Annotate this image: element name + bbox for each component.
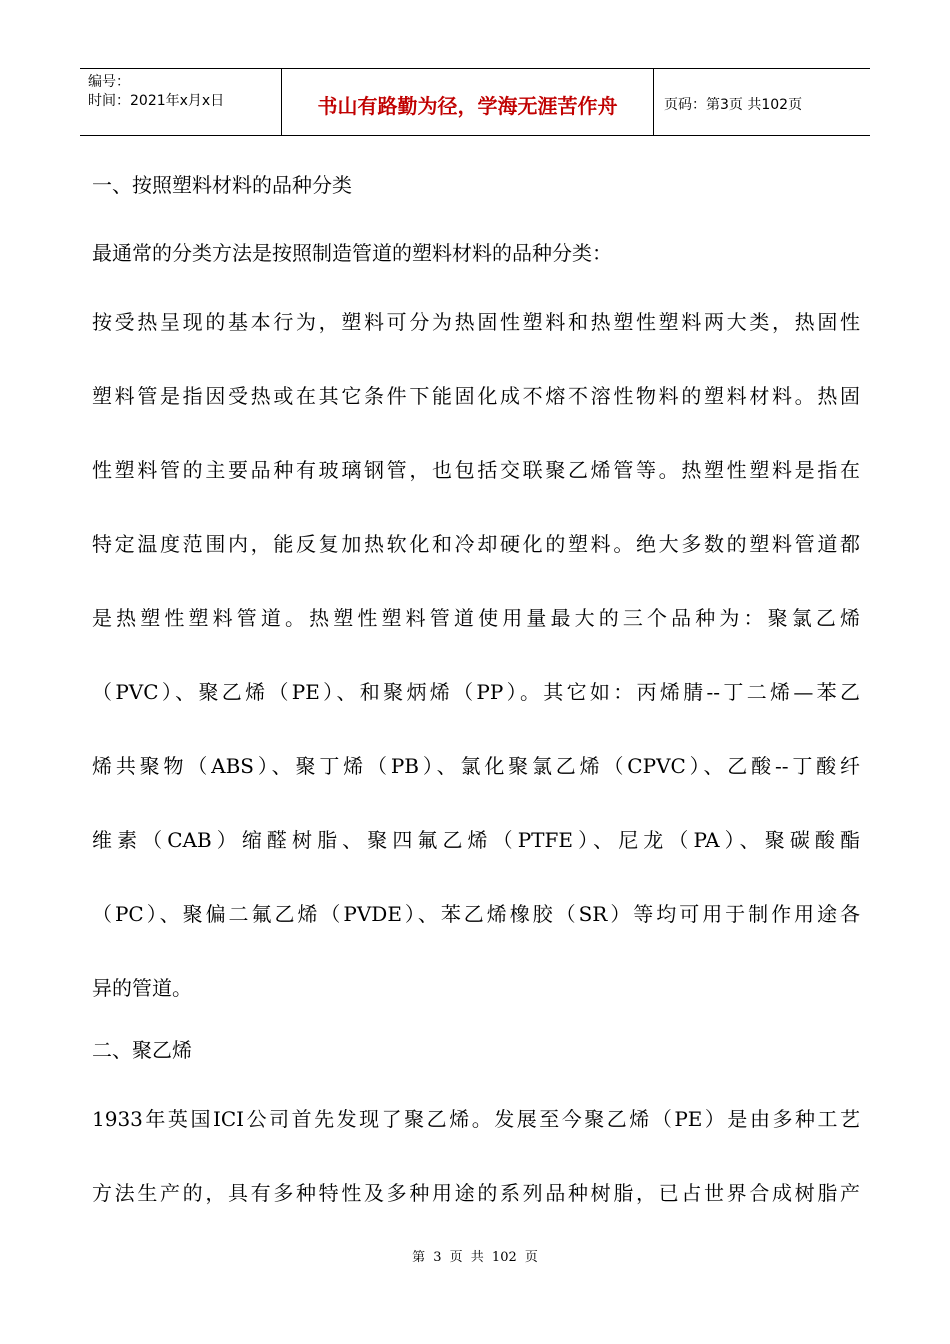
paragraph-line: 维素（CAB）缩醛树脂、聚四氟乙烯（PTFE）、尼龙（PA）、聚碳酸酯 <box>92 828 860 852</box>
page-footer <box>0 1246 950 1265</box>
header-table <box>80 68 870 136</box>
section-heading-2: 二、聚乙烯 <box>92 1038 192 1062</box>
header-motto: 书山有路勤为径，学海无涯苦作舟 <box>317 93 618 118</box>
paragraph-line: 是热塑性塑料管道。热塑性塑料管道使用量最大的三个品种为：聚氯乙烯 <box>92 606 860 630</box>
paragraph-1 <box>92 285 860 1025</box>
paragraph-2 <box>92 1082 860 1230</box>
paragraph-line: 异的管道。 <box>92 976 192 1000</box>
paragraph-line: 性塑料管的主要品种有玻璃钢管，也包括交联聚乙烯管等。热塑性塑料是指在 <box>92 458 860 482</box>
document-date: 时间：2021年x月x日 <box>88 93 225 109</box>
paragraph-line: （PVC）、聚乙烯（PE）、和聚炳烯（PP）。其它如：丙烯腈--丁二烯—苯乙 <box>92 680 860 704</box>
paragraph-line: 按受热呈现的基本行为，塑料可分为热固性塑料和热塑性塑料两大类，热固性 <box>92 310 860 334</box>
header-page-info: 页码：第3页 共102页 <box>664 97 803 113</box>
header-page-cell <box>654 69 870 135</box>
paragraph-line: 塑料管是指因受热或在其它条件下能固化成不熔不溶性物料的塑料材料。热固 <box>92 384 860 408</box>
paragraph-line: 1933年英国ICI公司首先发现了聚乙烯。发展至今聚乙烯（PE）是由多种工艺 <box>92 1107 860 1131</box>
paragraph-line: 烯共聚物（ABS）、聚丁烯（PB）、氯化聚氯乙烯（CPVC）、乙酸--丁酸纤 <box>92 754 860 778</box>
section-heading-1: 一、按照塑料材料的品种分类 <box>92 173 352 197</box>
paragraph-line: 特定温度范围内，能反复加热软化和冷却硬化的塑料。绝大多数的塑料管道都 <box>92 532 860 556</box>
document-number-label: 编号： <box>88 74 130 90</box>
footer-page-number: 第 3 页 共 102 页 <box>412 1250 538 1265</box>
paragraph-line: 方法生产的，具有多种特性及多种用途的系列品种树脂，已占世界合成树脂产 <box>92 1181 860 1205</box>
header-meta-cell <box>80 69 282 135</box>
paragraph-line: （PC）、聚偏二氟乙烯（PVDE）、苯乙烯橡胶（SR）等均可用于制作用途各 <box>92 902 860 926</box>
header-motto-cell <box>282 69 654 135</box>
intro-sentence: 最通常的分类方法是按照制造管道的塑料材料的品种分类： <box>92 241 612 265</box>
document-body <box>92 166 860 1230</box>
